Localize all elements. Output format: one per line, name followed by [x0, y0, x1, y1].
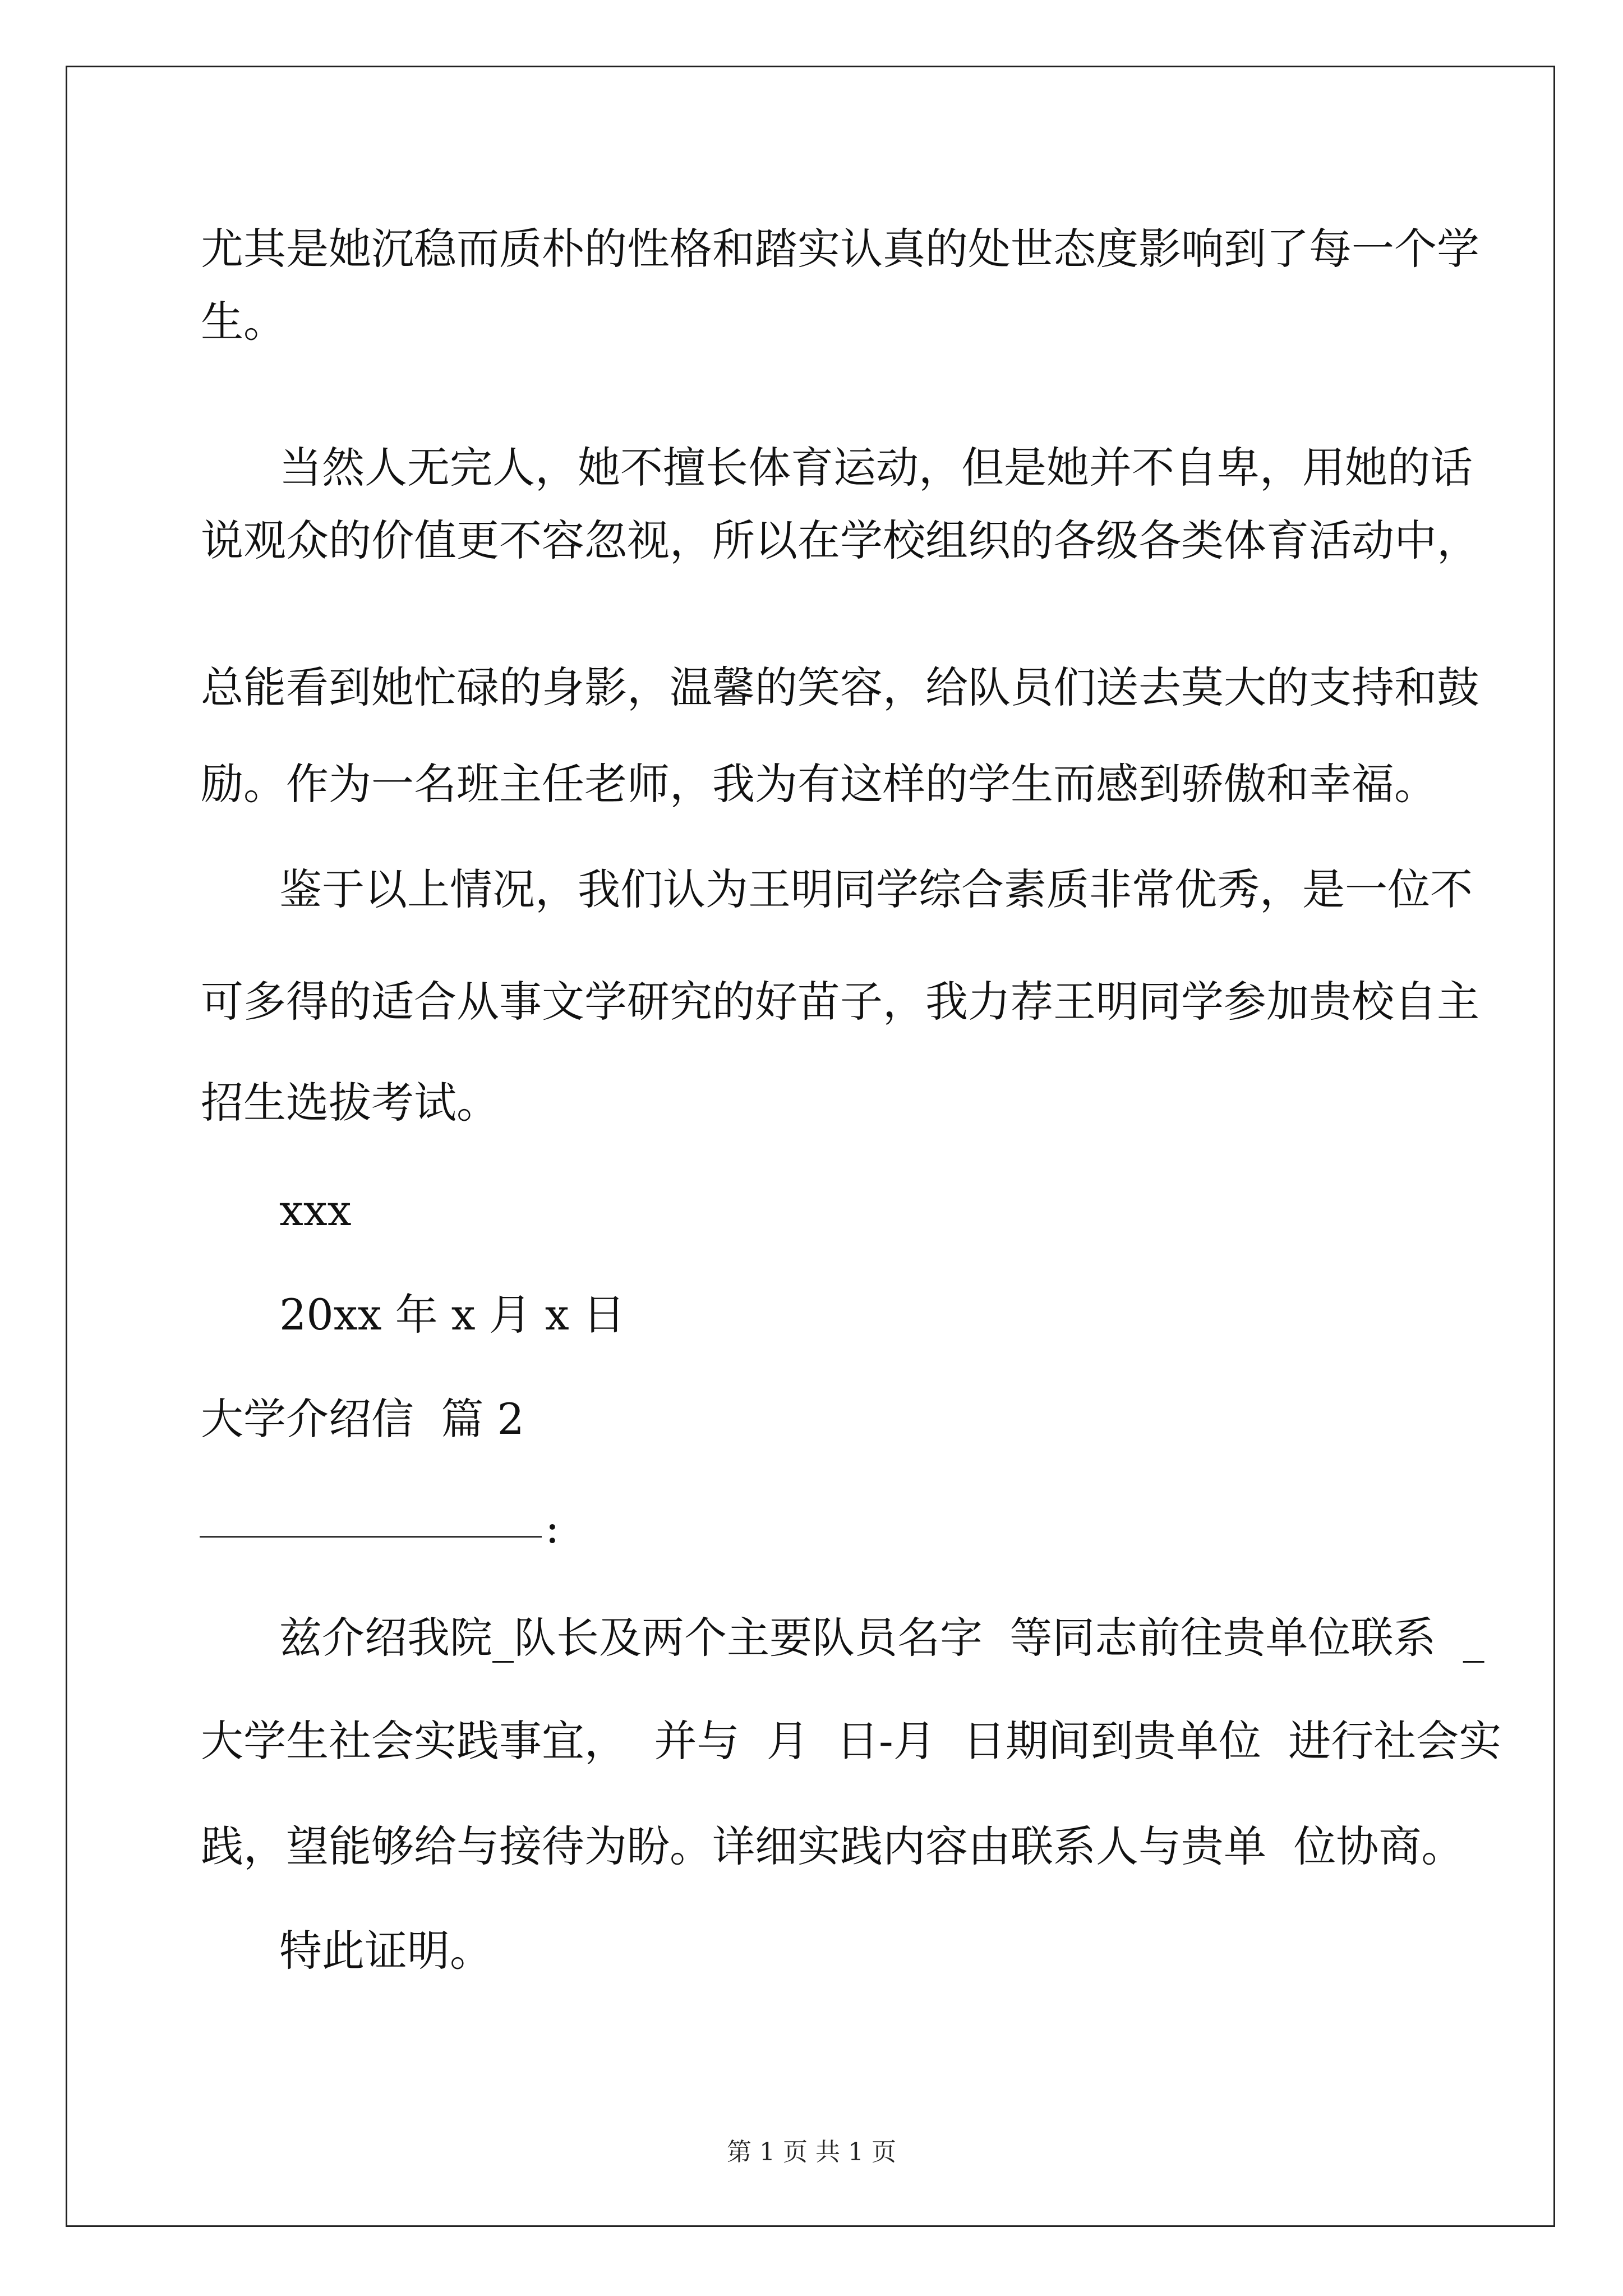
text-line: 招生选拔考试。	[201, 1078, 499, 1128]
text-line: 说观众的价值更不容忽视，所以在学校组织的各级各类体育活动中，	[201, 516, 1479, 565]
addressee-colon: :	[545, 1503, 560, 1553]
text-line: 尤其是她沉稳而质朴的性格和踏实认真的处世态度影响到了每一个学	[201, 224, 1479, 274]
text-line: 可多得的适合从事文学研究的好苗子，我力荐王明同学参加贵校自主	[201, 977, 1479, 1027]
text-line: 践，望能够给与接待为盼。详细实践内容由联系人与贵单 位协商。	[201, 1821, 1464, 1871]
addressee-blank-line	[200, 1536, 542, 1538]
text-line: 总能看到她忙碌的身影，温馨的笑容，给队员们送去莫大的支持和鼓	[201, 662, 1479, 712]
signature-name: xxx	[279, 1185, 352, 1235]
text-line: 当然人无完人，她不擅长体育运动，但是她并不自卑，用她的话	[279, 443, 1473, 493]
section-heading: 大学介绍信 篇 2	[201, 1394, 524, 1444]
text-line: 大学生社会实践事宜， 并与 月 日-月 日期间到贵单位 进行社会实	[201, 1716, 1502, 1766]
page-number: 第 1 页 共 1 页	[727, 2138, 896, 2166]
text-line: 励。作为一名班主任老师，我为有这样的学生而感到骄傲和幸福。	[201, 759, 1437, 809]
text-line: 生。	[201, 297, 286, 347]
text-line: 鉴于以上情况，我们认为王明同学综合素质非常优秀，是一位不	[279, 864, 1473, 914]
text-line: 特此证明。	[279, 1926, 492, 1976]
page-border	[66, 66, 1555, 2227]
text-line: 兹介绍我院_队长及两个主要队员名字 等同志前往贵单位联系 _	[279, 1613, 1484, 1663]
signature-date: 20xx 年 x 月 x 日	[279, 1290, 625, 1340]
